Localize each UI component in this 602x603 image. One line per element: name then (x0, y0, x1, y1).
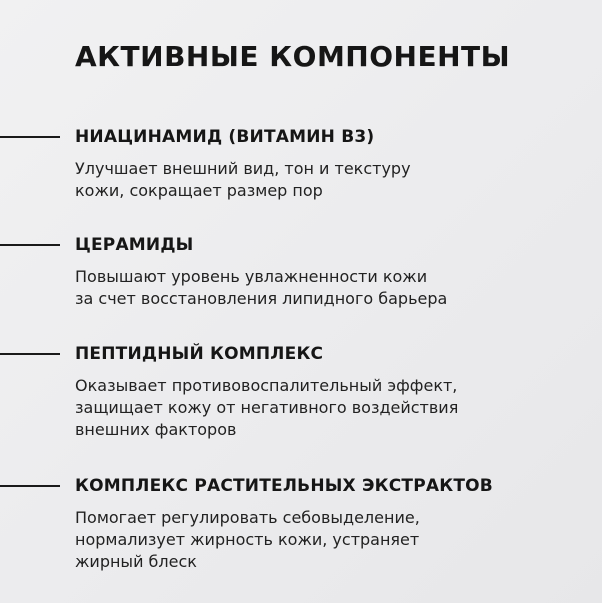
description-line: кожи, сокращает размер пор (75, 181, 323, 200)
description-line: Повышают уровень увлажненности кожи (75, 267, 428, 286)
description-line: нормализует жирность кожи, устраняет (75, 530, 420, 549)
section-divider-line (0, 244, 60, 246)
description-line: Помогает регулировать себовыделение, (75, 508, 420, 527)
section-description (75, 507, 420, 573)
section-divider-line (0, 353, 60, 355)
section-heading: КОМПЛЕКС РАСТИТЕЛЬНЫХ ЭКСТРАКТОВ (75, 476, 493, 496)
section-heading: НИАЦИНАМИД (ВИТАМИН B3) (75, 127, 375, 147)
description-line: жирный блеск (75, 552, 197, 571)
section-description (75, 375, 458, 441)
section-description (75, 158, 411, 202)
description-line: за счет восстановления липидного барьера (75, 289, 448, 308)
description-line: Улучшает внешний вид, тон и текстуру (75, 159, 411, 178)
section-heading: ПЕПТИДНЫЙ КОМПЛЕКС (75, 344, 324, 364)
description-line: Оказывает противовоспалительный эффект, (75, 376, 458, 395)
section-divider-line (0, 136, 60, 138)
section-heading: ЦЕРАМИДЫ (75, 235, 194, 255)
page-title: АКТИВНЫЕ КОМПОНЕНТЫ (75, 40, 511, 73)
section-description (75, 266, 447, 310)
description-line: внешних факторов (75, 420, 237, 439)
section-divider-line (0, 485, 60, 487)
description-line: защищает кожу от негативного воздействия (75, 398, 459, 417)
